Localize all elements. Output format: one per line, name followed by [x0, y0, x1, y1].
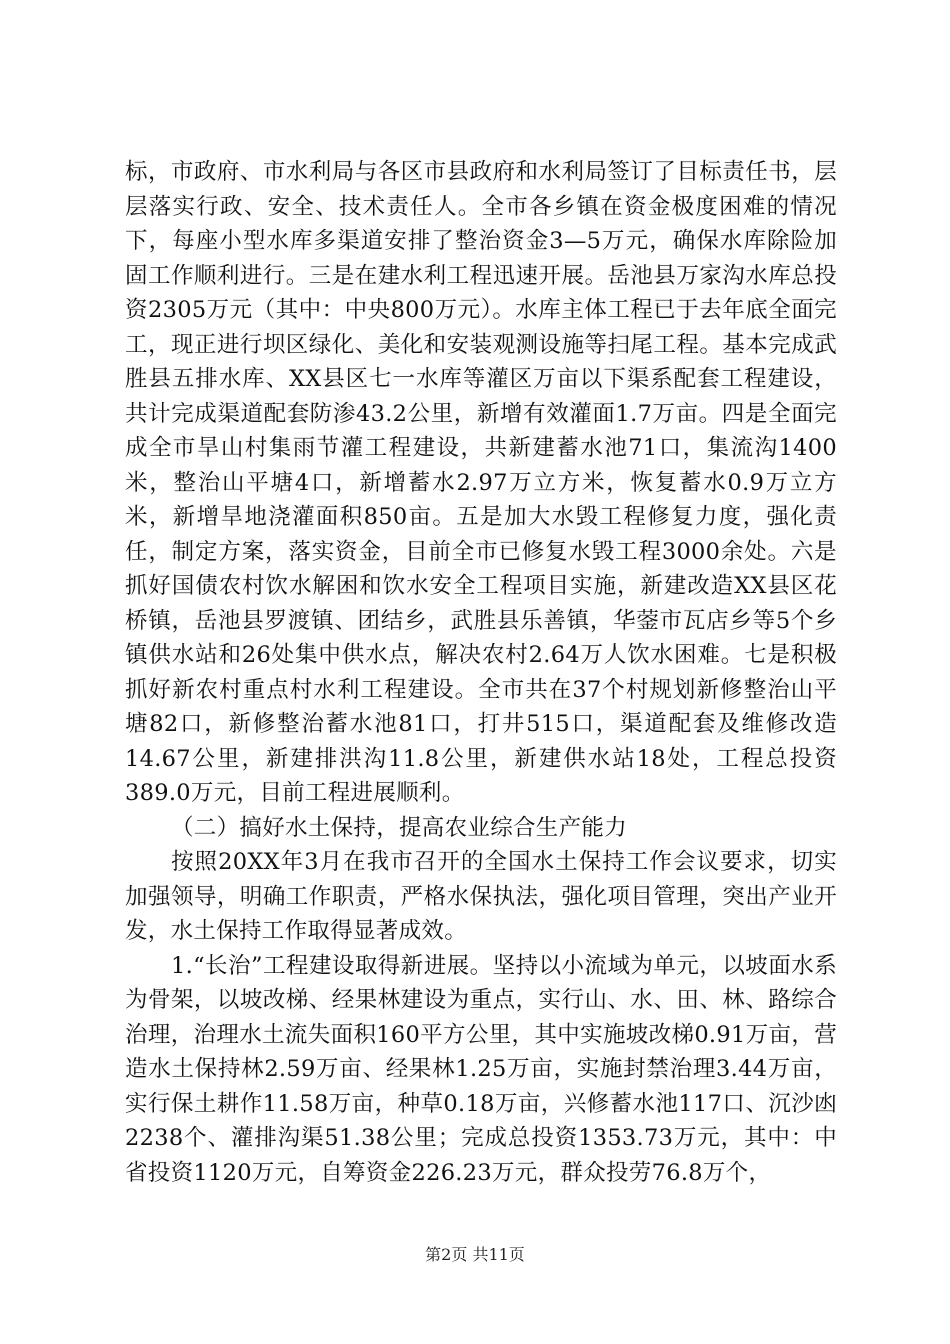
paragraph-continuation: 标，市政府、市水利局与各区市县政府和水利局签订了目标责任书，层层落实行政、安全、技术责任人。全市各乡镇在资金极度困难的情况下，每座小型水库多渠道安排了整治资金3—5万元，确保水库除险加固工作顺利进行。三是在建水利工程迅速开展。岳池县万家沟水库总投资2305万元（其中：中央800万元）。水库主体工程已于去年底全面完工，现正进行坝区绿化、美化和安装观测设施等扫尾工程。基本完成武胜县五排水库、XX县区七一水库等灌区万亩以下渠系配套工程建设，共计完成渠道配套防渗43.2公里，新增有效灌面1.7万亩。四是全面完成全市旱山村集雨节灌工程建设，共新建蓄水池71口，集流沟1400米，整治山平塘4口，新增蓄水2.97万立方米，恢复蓄水0.9万立方米，新增旱地浇灌面积850亩。五是加大水毁工程修复力度，强化责任，制定方案，落实资金，目前全市已修复水毁工程3000余处。六是抓好国债农村饮水解困和饮水安全工程项目实施，新建改造XX县区花桥镇，岳池县罗渡镇、团结乡，武胜县乐善镇，华蓥市瓦店乡等5个乡镇供水站和26处集中供水点，解决农村2.64万人饮水困难。七是积极抓好新农村重点村水利工程建设。全市共在37个村规划新修整治山平塘82口，新修整治蓄水池81口，打井515口，渠道配套及维修改造14.67公里，新建排洪沟11.8公里，新建供水站18处，工程总投资389.0万元，目前工程进展顺利。 [125, 159, 837, 806]
paragraph-item-1: 1.“长治”工程建设取得新进展。坚持以小流域为单元，以坡面水系为骨架，以坡改梯、经果林建设为重点，实行山、水、田、林、路综合治理，治理水土流失面积160平方公里，其中实施坡改梯0.91万亩，营造水土保持林2.59万亩、经果林1.25万亩，实施封禁治理3.44万亩，实行保土耕作11.58万亩，种草0.18万亩，兴修蓄水池117口、沉沙凼2238个、灌排沟渠51.38公里；完成总投资1353.73万元，其中：中省投资1120万元，自筹资金226.23万元，群众投劳76.8万个， [125, 952, 837, 1186]
page-footer: 第2页 共11页 [425, 1245, 525, 1264]
document-body [125, 155, 837, 1190]
section-heading: （二）搞好水土保持，提高农业综合生产能力 [171, 814, 628, 841]
paragraph-intro: 按照20XX年3月在我市召开的全国水土保持工作会议要求，切实加强领导，明确工作职责，严格水保执法，强化项目管理，突出产业开发，水土保持工作取得显著成效。 [125, 849, 837, 944]
